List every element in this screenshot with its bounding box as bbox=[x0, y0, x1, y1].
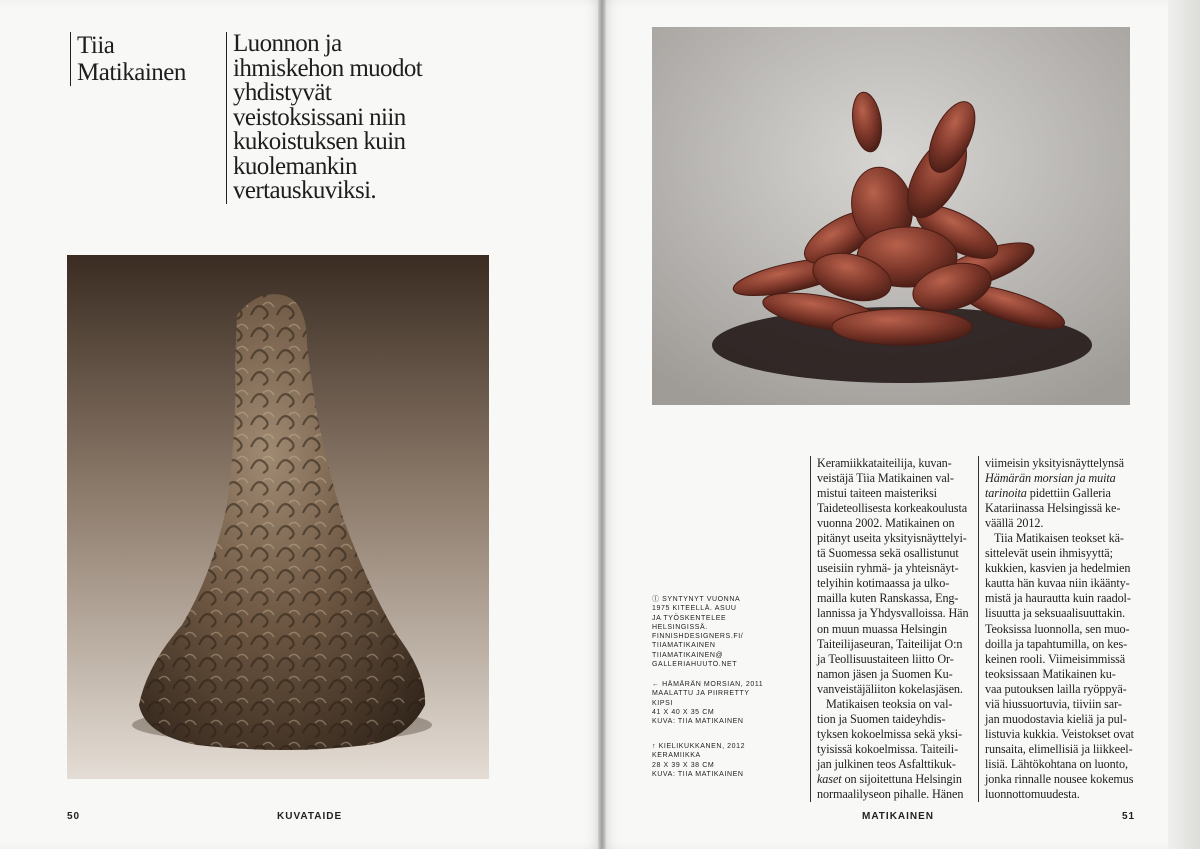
body-text-line: Keramiikkataiteilija, kuvan- bbox=[817, 456, 952, 470]
caption-line: Ⓘ SYNTYNYT VUONNA bbox=[652, 596, 741, 603]
body-text-line: pitänyt useita yksityisnäyttelyi- bbox=[817, 531, 967, 546]
caption-line: MAALATTU JA PIIRRETTY bbox=[652, 690, 750, 698]
body-text-line: kaset on sijoitettuna Helsingin bbox=[817, 771, 962, 786]
spine-gutter bbox=[598, 0, 606, 849]
body-text-line: Taiteilijaseuran, Taiteilijat O:n bbox=[817, 636, 963, 651]
body-text-line: kautta hän kuvaa niin ikäänty- bbox=[985, 576, 1130, 591]
page-number-right: 51 bbox=[1122, 811, 1136, 822]
body-text-line: tarinoita pidettiin Galleria bbox=[985, 486, 1111, 501]
body-text-line: mistui taiteen maisteriksi bbox=[817, 486, 937, 501]
body-text-line: listuvia kukkia. Veistokset ovat bbox=[985, 726, 1134, 741]
sculpture-photo-image bbox=[652, 27, 1130, 405]
caption-line: TIIAMATIKAINEN bbox=[652, 642, 716, 650]
body-text-line: jan muodostavia kieliä ja pul- bbox=[985, 711, 1127, 726]
artist-first-name: Tiia bbox=[77, 32, 115, 59]
body-text-line: vanveistäjäliiton kokelasjäsen. bbox=[817, 681, 963, 696]
artist-name bbox=[70, 32, 217, 86]
caption-line: KERAMIIKKA bbox=[652, 752, 701, 760]
caption-line: TIIAMATIKAINEN@ bbox=[652, 651, 724, 659]
body-text-line: luonnottomuudesta. bbox=[985, 787, 1080, 802]
body-text-line: lannissa ja Yhdysvalloissa. Hän bbox=[817, 606, 969, 621]
artist-bio-caption bbox=[652, 595, 762, 669]
artwork-caption-kielikukkanen bbox=[652, 742, 762, 779]
body-text-line: Taideteollisesta korkeakoulusta bbox=[817, 501, 968, 516]
body-text-line: keinen rooli. Viimeisimmissä bbox=[985, 651, 1126, 666]
body-text-line: Tiia Matikaisen teokset kä- bbox=[994, 531, 1124, 546]
body-text-line: lisiä. Lähtökohtana on luonto, bbox=[985, 756, 1128, 771]
caption-line: HELSINGISSÄ. bbox=[652, 623, 708, 631]
body-text-line: viä hiussuortuvia, tiiviin sar- bbox=[985, 696, 1122, 711]
body-text-line: lisuutta ja seksuaalisuuttakin. bbox=[985, 606, 1126, 621]
body-text-line: normaalilyseon pihalle. Hänen bbox=[817, 787, 964, 802]
caption-line: 28 X 39 X 38 CM bbox=[652, 761, 715, 769]
body-text-line: sittelevät usein ihmisyyttä; bbox=[985, 546, 1113, 561]
section-label-left: KUVATAIDE bbox=[277, 811, 343, 822]
pull-quote: Luonnon ja ihmiskehon muodot yhdistyvät veistoksissani niin kukoistuksen kuin kuolemankin vertauskuviksi. bbox=[226, 32, 443, 204]
body-text-line: jonka rinnalle nousee kokemus bbox=[985, 771, 1134, 786]
body-text-line: tion ja Suomen taideyhdis- bbox=[817, 711, 946, 726]
artwork-caption-hamaran-morsian bbox=[652, 680, 762, 726]
body-text-line: telyihin kotimaassa ja ulko- bbox=[817, 576, 950, 591]
body-text-line: viimeisin yksityisnäyttelynsä bbox=[985, 456, 1124, 470]
body-text-line: tä Suomessa sekä osallistunut bbox=[817, 546, 959, 561]
body-text-line: on muun muassa Helsingin bbox=[817, 621, 947, 636]
caption-line: KUVA: TIIA MATIKAINEN bbox=[652, 770, 744, 778]
sculpture-photo-hamaran-morsian bbox=[67, 255, 489, 779]
caption-line: KIPSI bbox=[652, 699, 673, 707]
caption-line: KUVA: TIIA MATIKAINEN bbox=[652, 718, 744, 726]
body-text-line: teoksissaan Matikainen ku- bbox=[985, 666, 1116, 681]
page-edge bbox=[1168, 0, 1200, 849]
caption-line: 1975 KITEELLÄ. ASUU bbox=[652, 605, 737, 613]
body-text-line: veistäjä Tiia Matikainen val- bbox=[817, 471, 954, 486]
caption-line: 41 X 40 X 35 CM bbox=[652, 708, 715, 716]
body-text-line: namon jäsen ja Suomen Ku- bbox=[817, 666, 953, 681]
body-text-line: ja Teollisuustaiteen liitto Or- bbox=[817, 651, 954, 666]
body-text-column-1 bbox=[810, 456, 969, 802]
body-text-line: kukkien, kasvien ja hedelmien bbox=[985, 561, 1131, 576]
sculpture-photo-image bbox=[67, 255, 489, 779]
body-text-line: Katariinassa Helsingissä ke- bbox=[985, 501, 1121, 516]
body-text-line: tyksen kokoelmissa sekä yksi- bbox=[817, 726, 963, 741]
sculpture-photo-kielikukkanen bbox=[652, 27, 1130, 405]
body-text-line: doilla ja tapahtumilla, on kes- bbox=[985, 636, 1128, 651]
caption-line: GALLERIAHUUTO.NET bbox=[652, 661, 738, 669]
section-label-right: MATIKAINEN bbox=[862, 811, 935, 822]
body-text-line: Teoksissa luonnolla, sen muo- bbox=[985, 621, 1130, 636]
body-text-line: runsaita, elimellisiä ja liikkeel- bbox=[985, 741, 1133, 756]
body-text-line: väällä 2012. bbox=[985, 516, 1044, 531]
caption-line: ↑ KIELIKUKKANEN, 2012 bbox=[652, 743, 746, 750]
body-text-line: vuonna 2002. Matikainen on bbox=[817, 516, 955, 531]
caption-line: ← HÄMÄRÄN MORSIAN, 2011 bbox=[652, 681, 764, 688]
body-text-line: useisiin ryhmä- ja yhteisnäyt- bbox=[817, 561, 959, 576]
body-text-line: Matikaisen teoksia on val- bbox=[826, 696, 953, 711]
body-text-column-2 bbox=[978, 456, 1137, 802]
page-number-left: 50 bbox=[67, 811, 81, 822]
artist-last-name: Matikainen bbox=[77, 59, 186, 86]
body-text-line: mailla kuten Ranskassa, Eng- bbox=[817, 591, 959, 606]
body-text-line: vaa putouksen lailla ryöppyä- bbox=[985, 681, 1127, 696]
body-text-line: jan julkinen teos Asfalttikuk- bbox=[817, 756, 956, 771]
caption-line: FINNISHDESIGNERS.FI/ bbox=[652, 633, 744, 641]
body-text-line: tyisissä kokoelmissa. Taiteili- bbox=[817, 741, 959, 756]
caption-line: JA TYÖSKENTELEE bbox=[652, 614, 727, 622]
body-text-line: mistä ja haurautta kuin raadol- bbox=[985, 591, 1131, 606]
body-text-line: Hämärän morsian ja muita bbox=[985, 471, 1116, 486]
